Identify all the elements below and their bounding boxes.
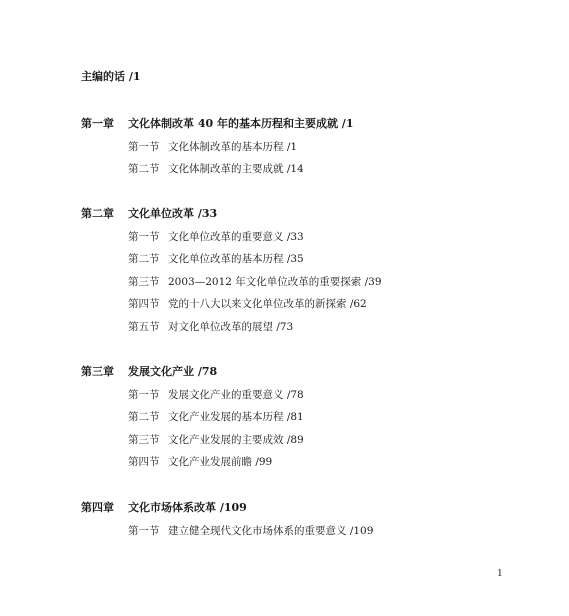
section-title: 文化产业发展前瞻 /99: [168, 456, 273, 468]
toc-section: [128, 252, 304, 266]
chapter-number: 第二章: [81, 207, 114, 220]
chapter-number: 第四章: [81, 501, 114, 514]
section-number: 第二节: [128, 253, 160, 265]
section-title: 对文化单位改革的展望 /73: [168, 321, 294, 333]
section-title: 文化产业发展的基本历程 /81: [168, 411, 304, 423]
section-number: 第一节: [128, 389, 160, 401]
section-title: 文化体制改革的基本历程 /1: [168, 141, 298, 153]
toc-section: [128, 388, 304, 402]
toc-section: [128, 275, 382, 289]
toc-section: [128, 455, 272, 469]
toc-section: [128, 433, 304, 447]
toc-section: [128, 140, 297, 154]
section-title: 建立健全现代文化市场体系的重要意义 /109: [168, 525, 374, 537]
toc-chapter-4: [81, 501, 247, 515]
section-number: 第四节: [128, 298, 160, 310]
chapter-title: 发展文化产业 /78: [128, 365, 218, 378]
section-number: 第二节: [128, 163, 160, 175]
section-number: 第五节: [128, 321, 160, 333]
toc-section: [128, 524, 373, 538]
section-number: 第三节: [128, 276, 160, 288]
toc-section: [128, 297, 367, 311]
chapter-title: 文化单位改革 /33: [128, 207, 218, 220]
section-title: 2003—2012 年文化单位改革的重要探索 /39: [168, 276, 382, 288]
section-title: 发展文化产业的重要意义 /78: [168, 389, 304, 401]
section-title: 文化单位改革的基本历程 /35: [168, 253, 304, 265]
toc-section: [128, 230, 304, 244]
chapter-number: 第三章: [81, 365, 114, 378]
toc-chapter-2: [81, 207, 217, 221]
section-title: 文化体制改革的主要成就 /14: [168, 163, 304, 175]
section-number: 第四节: [128, 456, 160, 468]
section-number: 第一节: [128, 525, 160, 537]
chapter-number: 第一章: [81, 117, 114, 130]
section-number: 第一节: [128, 231, 160, 243]
section-number: 第二节: [128, 411, 160, 423]
section-number: 第三节: [128, 434, 160, 446]
section-number: 第一节: [128, 141, 160, 153]
section-title: 文化产业发展的主要成效 /89: [168, 434, 304, 446]
page-number: 1: [497, 567, 503, 579]
toc-preface: [81, 70, 141, 84]
toc-section: [128, 162, 304, 176]
toc-section: [128, 410, 304, 424]
section-title: 文化单位改革的重要意义 /33: [168, 231, 304, 243]
section-title: 党的十八大以来文化单位改革的新探索 /62: [168, 298, 367, 310]
preface-title: 主编的话 /1: [81, 70, 141, 83]
toc-chapter-1: [81, 117, 353, 131]
chapter-title: 文化体制改革 40 年的基本历程和主要成就 /1: [128, 117, 354, 130]
chapter-title: 文化市场体系改革 /109: [128, 501, 247, 514]
toc-section: [128, 320, 293, 334]
toc-chapter-3: [81, 365, 217, 379]
